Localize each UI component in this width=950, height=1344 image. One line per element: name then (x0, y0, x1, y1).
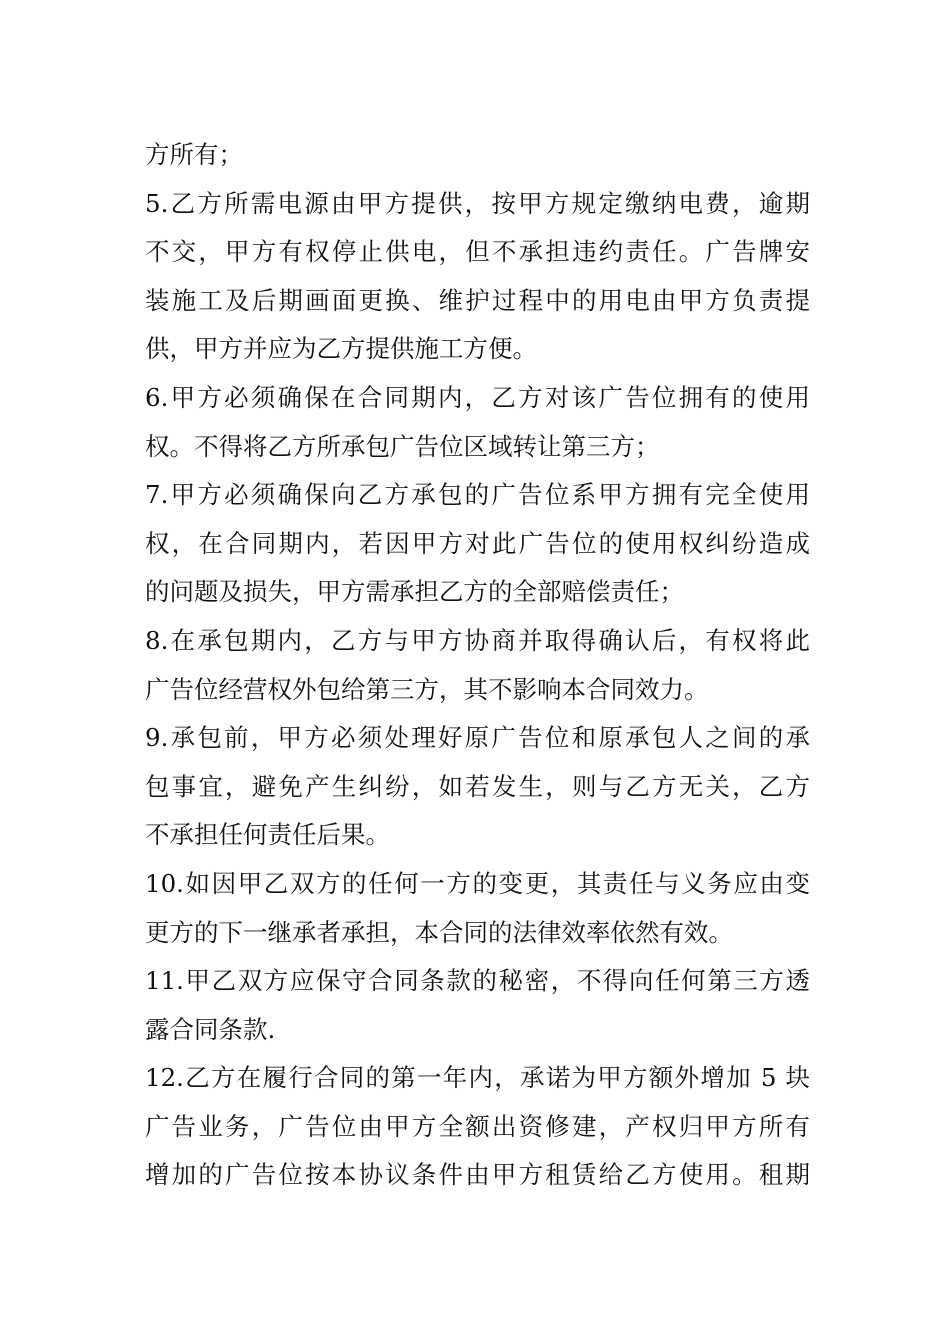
text-line: 广告业务，广告位由甲方全额出资修建，产权归甲方所有 (145, 1111, 810, 1141)
text-line: 不承担任何责任后果。 (145, 820, 390, 850)
text-line: 5.乙方所需电源由甲方提供，按甲方规定缴纳电费，逾期 (145, 188, 810, 218)
text-line: 11.甲乙双方应保守合同条款的秘密，不得向任何第三方透 (145, 966, 810, 996)
text-line: 露合同条款. (145, 1014, 276, 1044)
text-line: 增加的广告位按本协议条件由甲方租赁给乙方使用。租期 (145, 1160, 810, 1190)
text-line: 供，甲方并应为乙方提供施工方便。 (145, 334, 537, 364)
contract-text (145, 131, 810, 1200)
text-line: 方所有； (145, 140, 243, 169)
text-line: 7.甲方必须确保向乙方承包的广告位系甲方拥有完全使用 (145, 480, 810, 510)
text-line: 更方的下一继承者承担，本合同的法律效率依然有效。 (145, 917, 733, 947)
text-line: 8.在承包期内，乙方与甲方协商并取得确认后，有权将此 (145, 625, 810, 655)
text-line: 广告位经营权外包给第三方，其不影响本合同效力。 (145, 674, 709, 704)
text-line: 包事宜，避免产生纠纷，如若发生，则与乙方无关，乙方 (145, 771, 810, 801)
text-line: 9.承包前，甲方必须处理好原广告位和原承包人之间的承 (145, 723, 810, 753)
text-line: 装施工及后期画面更换、维护过程中的用电由甲方负责提 (145, 285, 810, 315)
text-line: 权，在合同期内，若因甲方对此广告位的使用权纠纷造成 (145, 528, 810, 558)
text-line: 12.乙方在履行合同的第一年内，承诺为甲方额外增加 5 块 (145, 1063, 810, 1093)
text-line: 6.甲方必须确保在合同期内，乙方对该广告位拥有的使用 (145, 382, 810, 412)
text-line: 不交，甲方有权停止供电，但不承担违约责任。广告牌安 (145, 237, 810, 267)
text-line: 10.如因甲乙双方的任何一方的变更，其责任与义务应由变 (145, 868, 810, 898)
text-line: 的问题及损失，甲方需承担乙方的全部赔偿责任； (145, 577, 684, 607)
text-line: 权。不得将乙方所承包广告位区域转让第三方； (145, 431, 660, 461)
